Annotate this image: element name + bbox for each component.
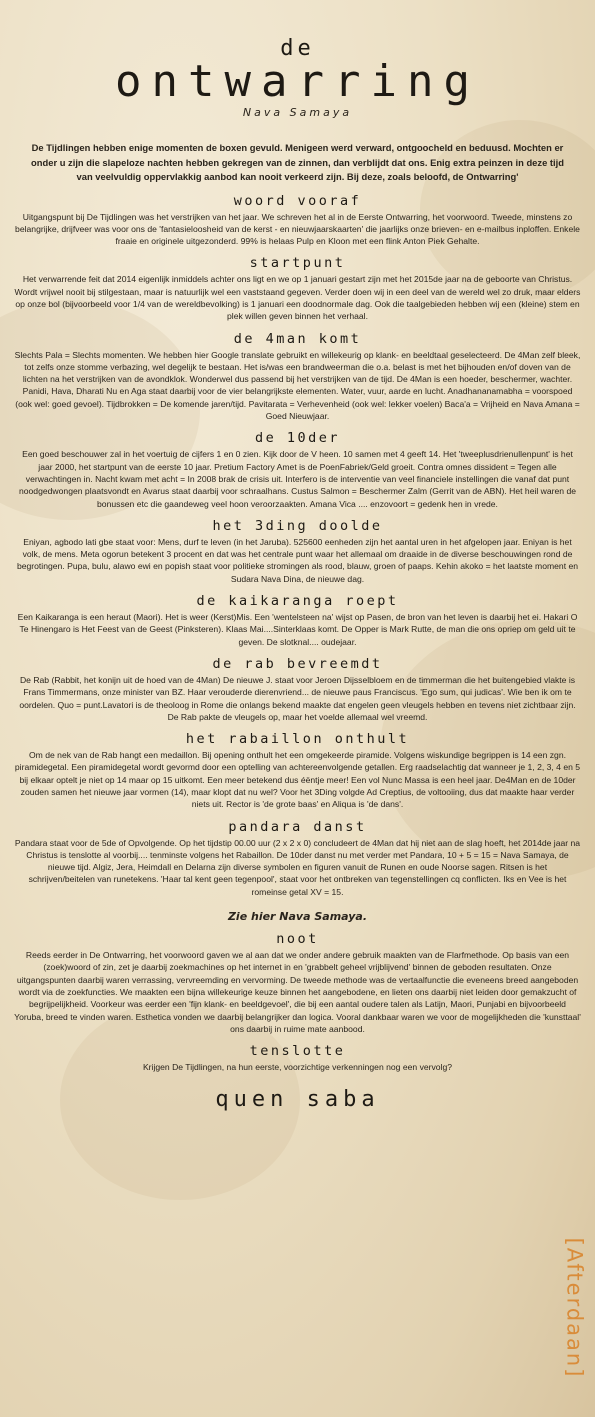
nava-samaya-link[interactable]: Zie hier Nava Samaya. <box>227 910 368 924</box>
section-body: Een goed beschouwer zal in het voertuig de cijfers 1 en 0 zien. Kijk door de V heen. 10 samen met 4 geeft 14. Het 'tweeplusdrienullenpunt' is het jaar 2000, het startpunt van de eerste 10 jaar. Pretium Factory Amet is de PoenFabriek/Geld groeit. Contra omnes dissident = Tegen alle verwachtingen in. Nacht kwam met acht = In 2008 brak de crisis uit. Interfero is de interventie van veel financiele instellingen die vanaf dat punt noodgedwongen plaatsvondt en Avarus staat daarbij voor schraalhans. Custus Salmon = Beschermer Zalm (Gerrit van de ABN). Het heil waren de bonussen etc die gaandeweg veel hoon veroorzaakten. Amana Vica .... enzovoort = gedenk hen in vrede. <box>18 449 577 509</box>
section-het-3ding-doolde <box>14 518 581 585</box>
section-body: Slechts Pala = Slechts momenten. We hebben hier Google translate gebruikt en willekeurig op klank- en beeldtaal geselecteerd. De 4Man zelf bleek, tot zelfs onze stomme verbazing, wel degelijk te bestaan. Het is/was een brandweerman die o.a. belast is met het bijhouden en/of doven van de lichten na het verstrijken van de avondklok. Wonderwel dus passend bij het verstrijken van de tijd. De 4Man is een hoeder, beschermer, wachter. Panidi, Hava, Dharati Nu en Aga staat daarbij voor de vier belangrijkste elementen. Water, vuur, aarde en lucht. Anadhananamabha = voorspoed (ook wel: goed gevoel). Tijdbrokken = De komende jaren/tijd. Pavitarata = Verhevenheid (ook wel: lekker voelen) Baca'a = Vrijheid en Nava Amana = Goed Nieuwjaar. <box>14 349 581 422</box>
section-body: De Rab (Rabbit, het konijn uit de hoed van de 4Man) De nieuwe J. staat voor Jeroen Dijsselbloem en de timmerman die het buitengebied vlakte is Frans Timmermans, onze minister van BZ. Haar verouderde dierenvriend... de nieuwe paus Franciscus. 'Ego sum, qui judicas'. Wie ben ik om te oordelen. Quo = punt.Lavatori is de theoloog in Rome die onlangs bekend maakte dat engelen geen vleugels hebben en tevens niet zichtbaar zijn. De Rab pakte de vleugels op, maar het voelde allemaal wel vreemd. <box>19 674 576 722</box>
section-noot <box>14 931 581 1035</box>
section-title: woord vooraf <box>233 192 362 209</box>
section-het-rabaillon-onthult <box>14 731 581 810</box>
masthead <box>14 38 581 119</box>
section-body: Om de nek van de Rab hangt een medaillon. Bij opening onthult het een omgekeerde piramide. Volgens wiskundige begrippen is 14 een zgn. piramidegetal. Een piramidegetal wordt gevormd door een optelling van achtereenvolgende getallen. Erg raadselachtig dat wanneer je 1, 2, 3, 4 en 5 bij elkaar optelt je niet op 14 maar op 15 uitkomt. Een meer betekend dus éëntje meer! Een vol Nunc Massa is een heel jaar. De4Man en de 10der zouden samen het nieuwe jaar vormen (14), maar klopt dat nu wel? Voor het 3Ding volgde Ad Creptius, de voltooiing, dus dat maakte haar verder niets uit. Rector is 'de grote baas' en Aliqua is 'de dans'. <box>14 750 581 810</box>
section-title: de rab bevreemdt <box>212 655 383 672</box>
section-body: Reeds eerder in De Ontwarring, het voorwoord gaven we al aan dat we onder andere gebruik maakten van de Flarfmethode. Op basis van een (zoek)woord of zin, zet je daarbij zoekmachines op het internet in en 'grabbelt geheel vrijblijvend' binnen de geboden resultaten. Onze uitgangspunten daarbij waren verrassing, vervreemding en vervorming. De tweede methode was de vertaalfunctie die eveneens breed aangeboden wordt via de zoekfuncties. We maakten een bijna willekeurige keuze binnen het aangebodene, en lieten ons daarbij niet leiden door gemakzucht of begrijpelijkheid. Voorkeur was eerder een 'fijn klank- en beeldgevoel', die bij een aantal oudere talen als Latijn, Maori, Punjabi en bijvoorbeeld Yoruba, breed te vinden waren. Esthetica vonden we daarbij belangrijker dan logica. Vooral dankbaar waren we voor de mogelijkheden die 'kunsttaal' ons daarbij in ruime mate aanbood. <box>14 950 581 1034</box>
section-body: Krijgen De Tijdlingen, na hun eerste, voorzichtige verkenningen nog een vervolg? <box>142 1062 453 1073</box>
section-title: het rabaillon onthult <box>185 731 410 748</box>
section-body: Uitgangspunt bij De Tijdlingen was het verstrijken van het jaar. We schreven het al in de Eerste Ontwarring, het voorwoord. Tweede, minstens zo belangrijke, drijfveer was voor ons de 'fantasieloosheid van de kerst - en nieuwjaarskaarten' die jaarlijks onze brieven- en e-mailbus inploffen. Enkele fraaie en originele uitgezonderd. 99% is helaas Pulp en Kloon met een flink Anton Piek Gehalte. <box>15 211 580 247</box>
section-pandara-danst <box>14 819 581 898</box>
section-title: noot <box>276 931 319 948</box>
section-de-rab-bevreemdt <box>14 656 581 723</box>
section-body: Een Kaikaranga is een heraut (Maori). Het is weer (Kerst)Mis. Een 'wentelsteen na' wijst op Pasen, de bron van het leven is daarbij het ei. Hakari O Te Hinengaro is Het Feest van de Geest (Pinksteren). Klaas Mai....Sinterklaas komt. De Opper is Mark Rutte, de man die ons opriep om geld uit te geven. De slotknal.... oudejaar. <box>17 612 578 647</box>
section-title: startpunt <box>249 255 346 272</box>
section-de-4man-komt <box>14 331 581 423</box>
side-label <box>559 1222 589 1394</box>
section-woord-vooraf <box>14 193 581 248</box>
masthead-subtitle: Nava Samaya <box>242 106 353 119</box>
section-title: de 10der <box>254 430 341 447</box>
section-body: Pandara staat voor de 5de of Opvolgende. Op het tijdstip 00.00 uur (2 x 2 x 0) concludeert de 4Man dat hij niet aan de slag hoeft, het 2014de jaar na Christus is tenslotte al voorbij.... tenminste volgens het Rabaillon. De 10der danst nu met verder met Pandara, 10 + 5 = 15 = Nava Samaya, de nieuwe tijd. Algiz, Jera, Heimdall en Delarna zijn diverse symbolen en figuren vanuit de Runen en oude Noorse sagen. Ritsen is het schrijven/beitelen van runetekens. 'Haar tal kent geen tegenpool', staat voor het ontbreken van tegenstellingen cq conflicten. Iks en Vee is het romeinse getal XV = 15. <box>14 837 581 897</box>
section-body: Het verwarrende feit dat 2014 eigenlijk inmiddels achter ons ligt en we op 1 januari gestart zijn met het 2015de jaar na de geboorte van Christus. Wordt vrijwel nooit bij stilgestaan, maar is natuurlijk wel een vaststaand gegeven. Verder doen wij in een deel van de wereld wel zo druk, maar elders op onze bol (bijvoorbeeld voor 1/4 van de wereldbevolking) is 1 januari een doodnormale dag. Ook die taalgebieden hebben wij een (kleine) stem en plek willen geven binnen het verhaal. <box>14 274 581 322</box>
masthead-pre-title: de <box>280 36 315 61</box>
section-de-kaikaranga-roept <box>14 593 581 648</box>
section-title: de kaikaranga roept <box>196 593 399 610</box>
side-label-text: [Afterdaan] <box>562 1237 587 1379</box>
section-title: pandara danst <box>228 818 367 835</box>
section-title: het 3ding doolde <box>212 517 383 534</box>
section-title: tenslotte <box>249 1043 346 1060</box>
document-page <box>14 38 581 1112</box>
section-title: de 4man komt <box>233 330 362 347</box>
masthead-title: ontwarring <box>115 56 480 107</box>
section-tenslotte <box>14 1043 581 1073</box>
section-body: Eniyan, agbodo lati gbe staat voor: Mens, durf te leven (in het Jaruba). 525600 eenheden zijn het aantal uren in het afgelopen jaar. Eniyan is het volk, de mens. Meta ogorun betekent 3 procent en dat was het centrale punt waar het allemaal om draaide in de diverse beschouwingen rond de begrotingen. Pupa, bulu, alawo ewi en popish staat voor politieke stromingen als rood, blauw, groen of paaps. Kehin akoko = het laatste moment en Sudara Nava Dina, de nieuwe dag. <box>16 536 579 584</box>
signature: quen saba <box>215 1087 380 1113</box>
section-startpunt <box>14 255 581 322</box>
section-de-10der <box>14 430 581 509</box>
intro-paragraph: De Tijdlingen hebben enige momenten de boxen gevuld. Menigeen werd verward, ontgoocheld en beduusd. Mochten er onder u zijn die slapeloze nachten hebben gekregen van de zinnen, dan verblijdt dat ons. Enig extra peinzen in deze tijd van veelvuldig oppervlakkig aanbod kan nooit verkeerd zijn. Bij deze, zoals beloofd, de Ontwarring' <box>31 142 564 182</box>
